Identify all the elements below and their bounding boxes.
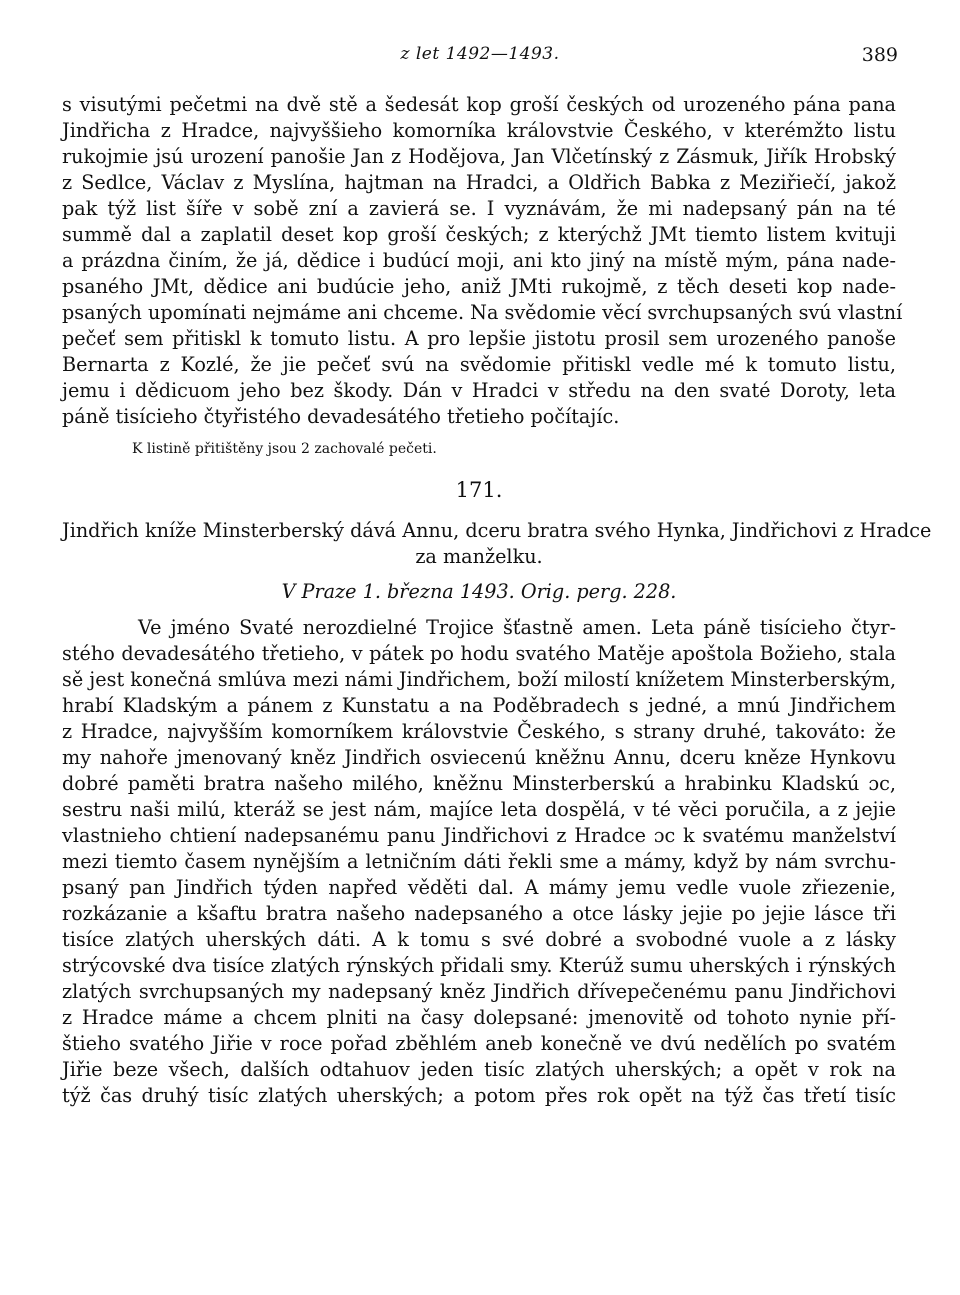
text-line: rukojmie jsú urození panošie Jan z Hodějova, Jan Vlčetínský z Zásmuk, Jiřík Hrobský — [62, 145, 896, 168]
running-head: z let 1492—1493. — [400, 44, 560, 64]
text-line: a prázdna činím, že já, dědice i budúcí moji, ani kto jiný na místě mým, pána nade- — [62, 249, 896, 272]
text-line: psaných upomínati nejmáme ani chceme. Na svědomie věcí svrchupsaných svú vlastní — [62, 301, 903, 324]
text-line: psaný pan Jindřich týden napřed věděti dal. A mámy jemu vedle vuole zřiezenie, — [62, 876, 896, 899]
text-line: tisíce zlatých uherských dáti. A k tomu s své dobré a svobodné vuole a z lásky — [62, 928, 896, 951]
text-line: Jindřicha z Hradce, najvyššieho komorníka královstvie Českého, v kterémžto listu — [62, 119, 896, 142]
text-line: z Hradce máme a chcem plniti na časy dolepsané: jmenovitě od tohoto nynie pří- — [62, 1006, 896, 1029]
text-line: my nahoře jmenovaný kněz Jindřich osviecenú kněžnu Annu, dceru kněze Hynkovu — [62, 746, 896, 769]
text-line: stého devadesátého třetieho, v pátek po hodu svatého Matěje apoštola Božieho, stala — [62, 642, 896, 665]
text-line: týž čas druhý tisíc zlatých uherských; a potom přes rok opět na týž čas třetí tisíc — [62, 1084, 896, 1107]
summary-line: za manželku. — [415, 545, 543, 568]
text-line: sestru naši milú, kteráž se jest nám, majíce leta dospělá, v té věci poručila, a z jejie — [62, 798, 896, 821]
summary-line: Jindřich kníže Minsterberský dává Annu, dceru bratra svého Hynka, Jindřichovi z Hradce — [62, 519, 932, 542]
text-line: dobré paměti bratra našeho milého, kněžnu Minsterberskú a hrabinku Kladskú ɔc, — [62, 772, 896, 795]
document-dating: V Praze 1. března 1493. Orig. perg. 228. — [281, 580, 677, 603]
text-line: vlastnieho chtiení nadepsanému panu Jindřichovi z Hradce ɔc k svatému manželství — [62, 824, 896, 847]
text-line: Bernarta z Kozlé, že jie pečeť svú na svědomie přitiskl vedle mé k tomuto listu, — [62, 353, 896, 376]
text-line: strýcovské dva tisíce zlatých rýnských přidali smy. Kterúž sumu uherských i rýnských — [62, 954, 896, 977]
text-line: Ve jméno Svaté nerozdielné Trojice šťastně amen. Leta páně tisícieho čtyr- — [138, 616, 896, 639]
text-line: mezi tiemto časem nynějším a letničním dáti řekli sme a mámy, když by nám svrchu- — [62, 850, 896, 873]
text-line: z Hradce, najvyšším komorníkem královstvie Českého, s strany druhé, takováto: že — [62, 720, 896, 743]
text-line: jemu i dědicuom jeho bez škody. Dán v Hradci v středu na den svaté Doroty, leta — [62, 379, 896, 402]
text-line: sě jest konečná smlúva mezi námi Jindřichem, boží milostí knížetem Minsterberským, — [62, 668, 897, 691]
page-number: 389 — [861, 44, 898, 66]
text-line: štieho svatého Jiřie v roce pořad zběhlém aneb konečně ve dvú nedělích po svatém — [62, 1032, 896, 1055]
text-line: summě dal a zaplatil deset kop groší českých; z kterýchž JMt tiemto listem kvituji — [62, 223, 896, 246]
document-number: 171. — [455, 478, 503, 502]
text-line: Jiřie beze všech, dalších odtahuov jeden tisíc zlatých uherských; a opět v rok na — [62, 1058, 896, 1081]
seal-note: K listině přitištěny jsou 2 zachovalé pečeti. — [132, 441, 437, 457]
text-line: pečeť sem přitiskl k tomuto listu. A pro lepšie jistotu prosil sem urozeného panoše — [62, 327, 896, 350]
text-line: páně tisícieho čtyřistého devadesátého třetieho počítajíc. — [62, 405, 620, 428]
text-line: z Sedlce, Václav z Myslína, hajtman na Hradci, a Oldřich Babka z Meziřiečí, jakož — [62, 171, 896, 194]
text-line: hrabí Kladským a pánem z Kunstatu a na Poděbradech s jedné, a mnú Jindřichem — [62, 694, 896, 717]
text-line: pak týž list šíře v sobě zní a zavierá se. I vyznávám, že mi nadepsaný pán na té — [62, 197, 896, 220]
text-line: rozkázanie a kšaftu bratra našeho nadepsaného a otce lásky jejie po jejie lásce tři — [62, 902, 896, 925]
text-line: zlatých svrchupsaných my nadepsaný kněz Jindřich dřívepečenému panu Jindřichovi — [62, 980, 896, 1003]
page-header — [62, 44, 898, 72]
text-line: s visutými pečetmi na dvě stě a šedesát kop groší českých od urozeného pána pana — [62, 93, 896, 116]
text-line: psaného JMt, dědice ani budúcie jeho, aniž JMti rukojmě, z těch deseti kop nade- — [62, 275, 896, 298]
